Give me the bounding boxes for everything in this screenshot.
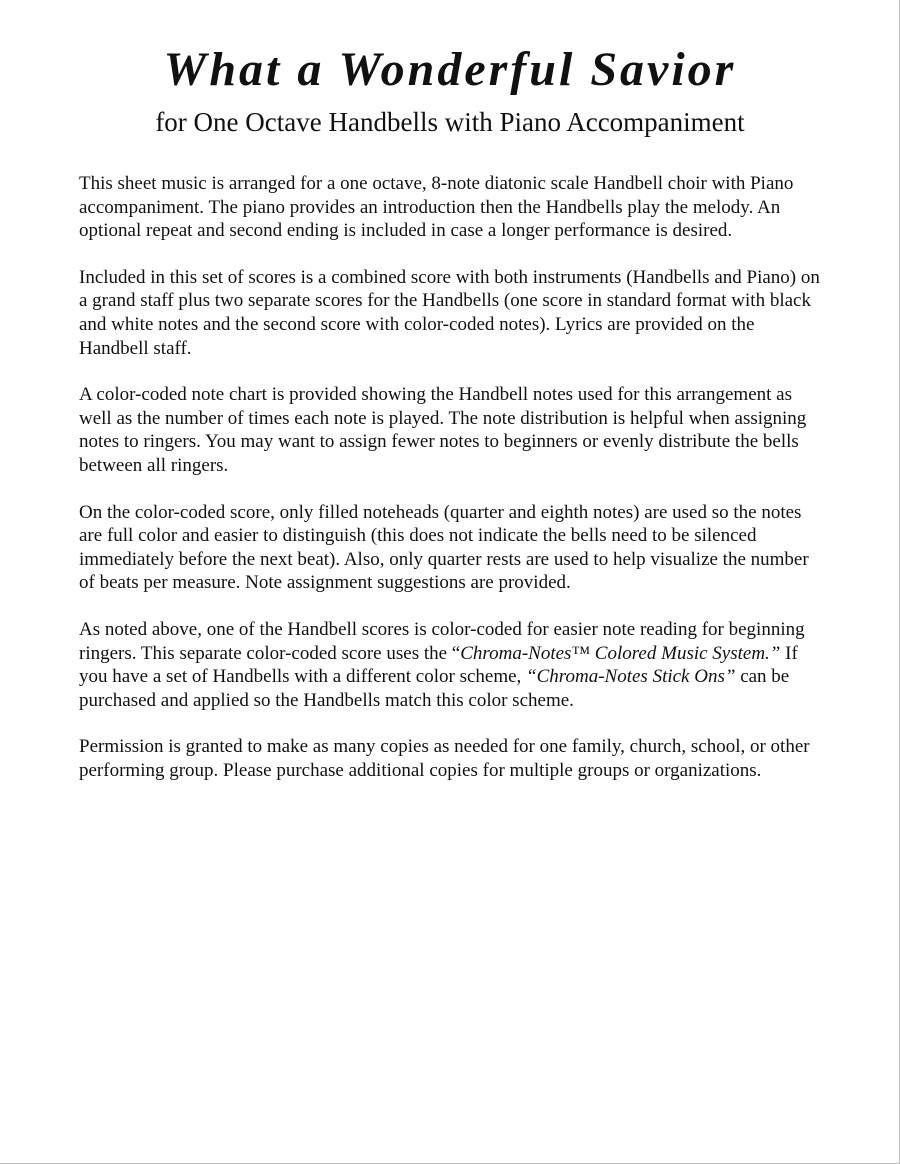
chroma-text-part1: As noted above, one of the Handbell scores is color-coded for easier note reading for beginning ringers. This separate color-coded score uses the “	[79, 618, 805, 664]
paragraph-permission: Permission is granted to make as many copies as needed for one family, church, school, or other performing group. Please purchase additional copies for multiple groups or organizations.	[79, 736, 810, 781]
chroma-text-part2: If you have a set of Handbells with a different color scheme,	[79, 642, 798, 688]
description-body	[79, 172, 824, 805]
page-title: What a Wonderful Savior	[163, 43, 737, 96]
chroma-system-name: Chroma-Notes™ Colored Music System.”	[460, 642, 781, 664]
paragraph-arrangement: This sheet music is arranged for a one octave, 8-note diatonic scale Handbell choir with Piano accompaniment. The piano provides an introduction then the Handbells play the melody. An optional repeat and second ending is included in case a longer performance is desired.	[79, 173, 794, 242]
paragraph-chroma-notes	[79, 618, 824, 712]
chroma-stick-ons-name: “Chroma-Notes Stick Ons”	[526, 666, 736, 688]
page-subtitle: for One Octave Handbells with Piano Accompaniment	[155, 107, 745, 137]
paragraph-color-coded-score: On the color-coded score, only filled noteheads (quarter and eighth notes) are used so the notes are full color and easier to distinguish (this does not indicate the bells need to be silenced immediately before the next beat). Also, only quarter rests are used to help visualize the number of beats per measure. Note assignment suggestions are provided.	[79, 501, 809, 594]
paragraph-note-chart: A color-coded note chart is provided showing the Handbell notes used for this arrangement as well as the number of times each note is played. The note distribution is helpful when assigning notes to ringers. You may want to assign fewer notes to beginners or evenly distribute the bells between all ringers.	[79, 384, 807, 476]
chroma-text-part3: can be purchased and applied so the Handbells match this color scheme.	[79, 666, 790, 711]
paragraph-scores-included: Included in this set of scores is a combined score with both instruments (Handbells and Piano) on a grand staff plus two separate scores for the Handbells (one score in standard format with black and white notes and the second score with color-coded notes). Lyrics are provided on the Handbell staff.	[79, 266, 820, 359]
